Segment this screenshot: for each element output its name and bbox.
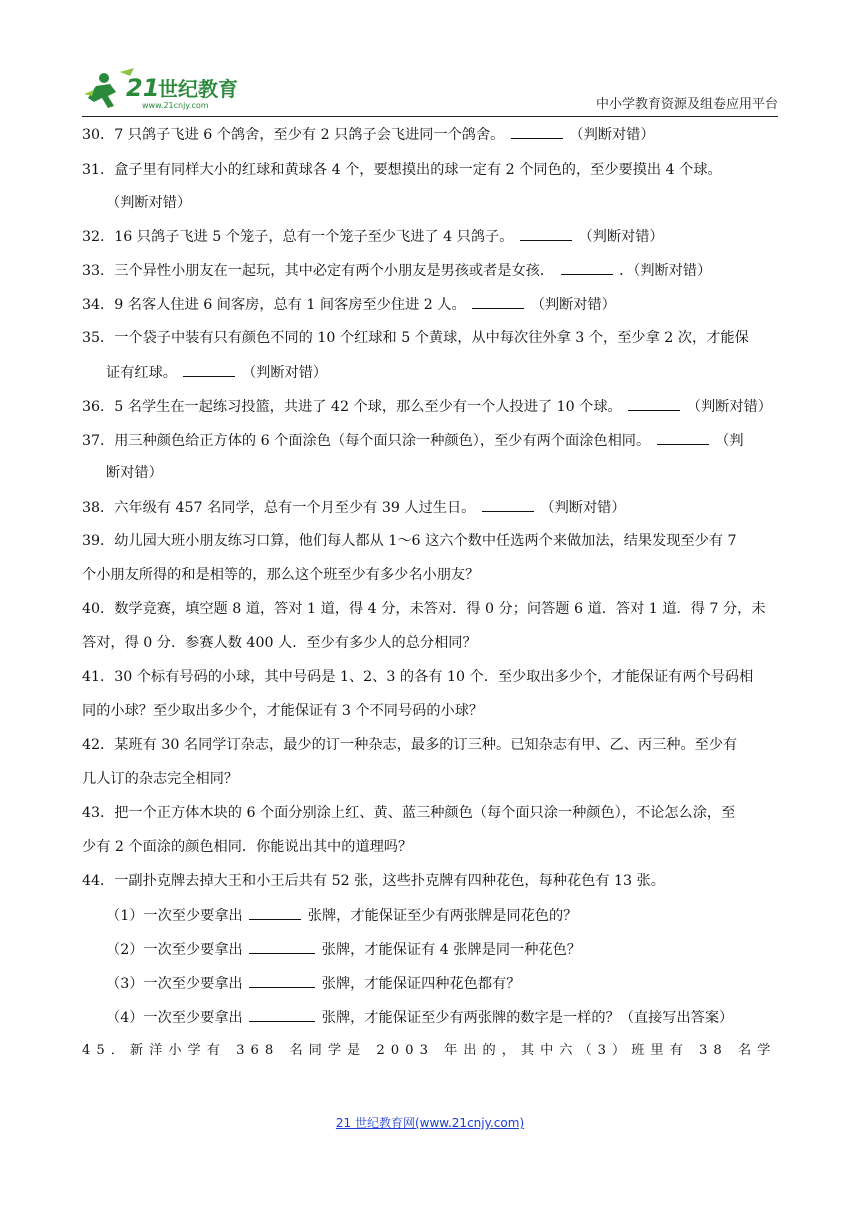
- page-header: [82, 62, 778, 117]
- question-42: 42．某班有 30 名同学订杂志，最少的订一种杂志，最多的订三种。已知杂志有甲、乙、丙三种。至少有: [82, 737, 738, 753]
- question-34: 34．9 名客人住进 6 间客房，总有 1 间客房至少住进 2 人。 （判断对错）: [82, 294, 778, 315]
- answer-blank[interactable]: [520, 226, 572, 241]
- question-39: 39．幼儿园大班小朋友练习口算，他们每人都从 1～6 这六个数中任选两个来做加法，结果发现至少有 7: [82, 533, 737, 549]
- svg-text:世纪教育: 世纪教育: [158, 77, 238, 101]
- question-38: 38．六年级有 457 名同学，总有一个月至少有 39 人过生日。 （判断对错）: [82, 497, 778, 518]
- question-30: 30．7 只鸽子飞进 6 个鸽舍，至少有 2 只鸽子会飞进同一个鸽舍。 （判断对错）: [82, 124, 778, 145]
- question-37: 37．用三种颜色给正方体的 6 个面涂色（每个面只涂一种颜色），至少有两个面涂色相同。 （判: [82, 430, 778, 451]
- question-43: 43．把一个正方体木块的 6 个面分别涂上红、黄、蓝三种颜色（每个面只涂一种颜色），不论怎么涂，至: [82, 805, 736, 821]
- answer-blank[interactable]: [628, 396, 680, 411]
- answer-blank[interactable]: [249, 1007, 315, 1022]
- question-44-part-4: （4）一次至少要拿出 张牌，才能保证至少有两张牌的数字是一样的？（直接写出答案）: [106, 1007, 778, 1028]
- answer-blank[interactable]: [561, 260, 613, 275]
- question-31: 31．盒子里有同样大小的红球和黄球各 4 个，要想摸出的球一定有 2 个同色的，至少要摸出 4 个球。: [82, 162, 722, 178]
- question-33: 33．三个异性小朋友在一起玩，其中必定有两个小朋友是男孩或者是女孩． ．（判断对错）: [82, 260, 778, 281]
- question-44: 44．一副扑克牌去掉大王和小王后共有 52 张，这些扑克牌有四种花色，每种花色有 13 张。: [82, 873, 665, 889]
- answer-blank[interactable]: [249, 905, 301, 920]
- question-35-cont: 证有红球。 （判断对错）: [106, 362, 778, 383]
- site-logo: [82, 66, 272, 112]
- question-31-cont: （判断对错）: [106, 195, 192, 211]
- question-40: 40．数学竞赛，填空题 8 道，答对 1 道，得 4 分，未答对．得 0 分；问答题 6 道．答对 1 道．得 7 分，未: [82, 601, 766, 617]
- answer-blank[interactable]: [249, 939, 315, 954]
- question-45: 45．新洋小学有 368 名同学是 2003 年出的，其中六（3）班里有 38 名学: [82, 1043, 777, 1058]
- question-36: 36．5 名学生在一起练习投篮，共进了 42 个球，那么至少有一个人投进了 10 个球。 （判断对错）: [82, 396, 778, 417]
- answer-blank[interactable]: [482, 497, 534, 512]
- question-37-cont: 断对错）: [106, 465, 163, 481]
- footer-link[interactable]: 21 世纪教育网(www.21cnjy.com): [335, 1116, 525, 1130]
- answer-blank[interactable]: [657, 430, 709, 445]
- question-44-part-1: （1）一次至少要拿出 张牌，才能保证至少有两张牌是同花色的？: [106, 905, 778, 926]
- question-35: 35．一个袋子中装有只有颜色不同的 10 个红球和 5 个黄球，从中每次往外拿 3 个，至少拿 2 次，才能保: [82, 330, 749, 346]
- question-41: 41．30 个标有号码的小球，其中号码是 1、2、3 的各有 10 个．至少取出多少个，才能保证有两个号码相: [82, 669, 754, 685]
- question-43-cont: 少有 2 个面涂的颜色相同．你能说出其中的道理吗？: [82, 839, 413, 855]
- question-41-cont: 同的小球？至少取出多少个，才能保证有 3 个不同号码的小球？: [82, 703, 484, 719]
- answer-blank[interactable]: [249, 973, 315, 988]
- question-44-part-2: （2）一次至少要拿出 张牌，才能保证有 4 张牌是同一种花色？: [106, 939, 778, 960]
- answer-blank[interactable]: [183, 362, 235, 377]
- answer-blank[interactable]: [511, 124, 563, 139]
- question-42-cont: 几人订的杂志完全相同？: [82, 771, 239, 787]
- answer-blank[interactable]: [472, 294, 524, 309]
- svg-text:www.21cnjy.com: www.21cnjy.com: [142, 101, 209, 110]
- question-39-cont: 个小朋友所得的和是相等的，那么这个班至少有多少名小朋友？: [82, 567, 480, 583]
- question-32: 32．16 只鸽子飞进 5 个笼子，总有一个笼子至少飞进了 4 只鸽子。 （判断对错）: [82, 226, 778, 247]
- question-44-part-3: （3）一次至少要拿出 张牌，才能保证四种花色都有？: [106, 973, 778, 994]
- page-footer: [0, 1114, 860, 1131]
- question-40-cont: 答对，得 0 分．参赛人数 400 人．至少有多少人的总分相同？: [82, 635, 477, 651]
- svg-text:21: 21: [126, 74, 160, 102]
- platform-name: 中小学教育资源及组卷应用平台: [595, 97, 778, 112]
